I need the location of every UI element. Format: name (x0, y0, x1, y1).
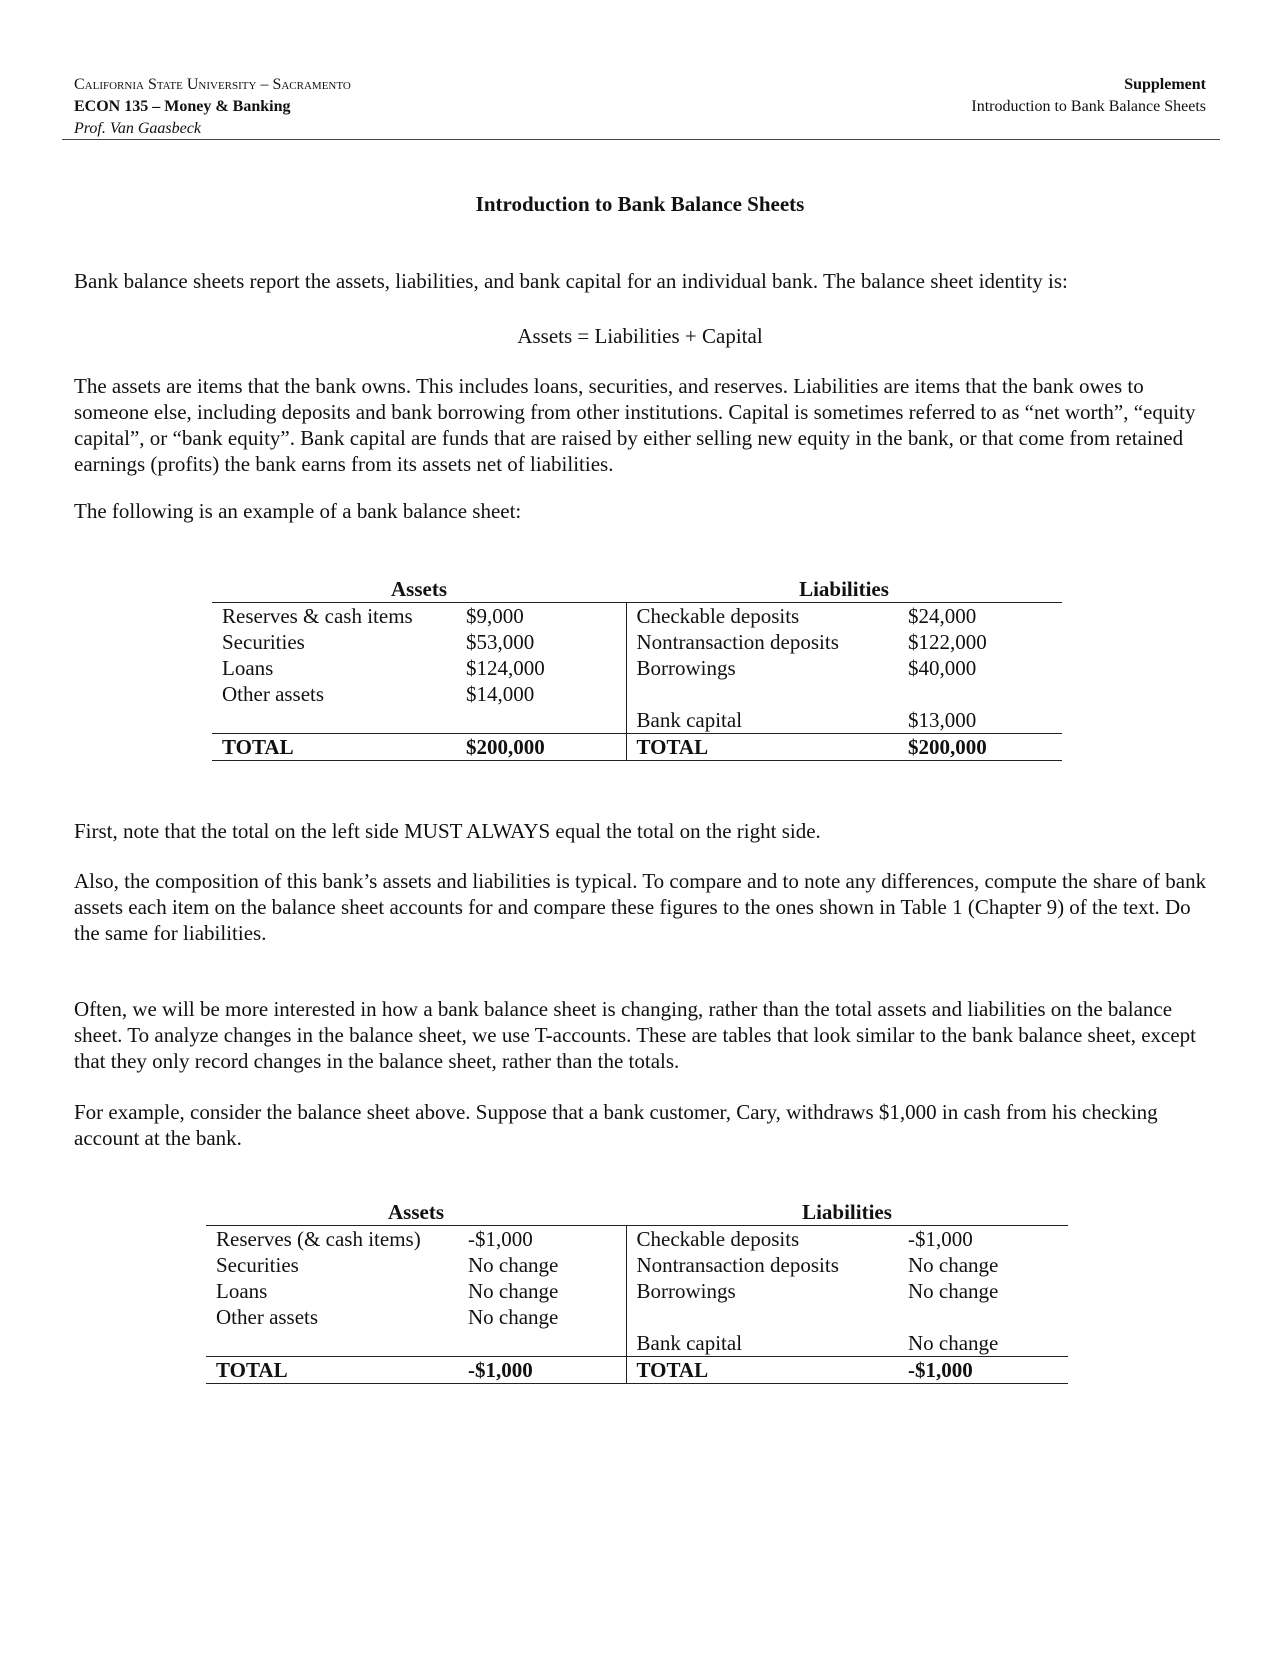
liability-value (898, 1304, 1068, 1330)
university-name: California State University – Sacramento (74, 76, 351, 93)
liabilities-total-value: $200,000 (898, 734, 1062, 761)
asset-label: Loans (222, 656, 274, 680)
page-title: Introduction to Bank Balance Sheets (475, 192, 805, 216)
balance-sheet-table (212, 576, 1062, 761)
liabilities-header: Liabilities (626, 1199, 1068, 1226)
table-header-row (206, 1199, 1068, 1226)
asset-value (458, 1330, 626, 1357)
liability-label: Borrowings (626, 1278, 898, 1304)
course-title: ECON 135 – Money & Banking (74, 98, 291, 115)
liability-label: Nontransaction deposits (626, 629, 898, 655)
asset-label (206, 1330, 458, 1357)
asset-label: Reserves & cash items (222, 604, 413, 628)
liability-label: Bank capital (626, 707, 898, 734)
liability-value: No change (908, 1331, 999, 1355)
assets-total-label: TOTAL (212, 734, 456, 761)
liability-label: Bank capital (626, 1330, 898, 1357)
asset-value: $53,000 (466, 630, 535, 654)
table-header-row (212, 576, 1062, 603)
table-row (212, 603, 1062, 630)
liability-value: -$1,000 (908, 1227, 973, 1251)
totals-note-paragraph: First, note that the total on the left side MUST ALWAYS equal the total on the right side. (74, 819, 821, 843)
liability-label: Borrowings (626, 655, 898, 681)
withdrawal-example-paragraph: For example, consider the balance sheet above. Suppose that a bank customer, Cary, withdraws $1,000 in cash from his checking account at the bank. (74, 1100, 1158, 1150)
t-accounts-paragraph: Often, we will be more interested in how a bank balance sheet is changing, rather than the total assets and liabilities on the balance sheet. To analyze changes in the balance sheet, we use T-accounts. These are tables that look similar to the bank balance sheet, except that they only record changes in the balance sheet, rather than the totals. (74, 997, 1197, 1073)
asset-label: Other assets (216, 1305, 319, 1329)
table-row (206, 1330, 1068, 1357)
supplement-label: Supplement (1124, 76, 1206, 93)
table-row (206, 1226, 1068, 1253)
asset-label (212, 707, 456, 734)
liability-label: Checkable deposits (626, 603, 898, 630)
asset-value: No change (468, 1253, 559, 1277)
table-row (212, 707, 1062, 734)
total-row (206, 1357, 1068, 1384)
asset-label: Reserves (& cash items) (216, 1227, 421, 1251)
liabilities-header: Liabilities (626, 576, 1062, 603)
table-row (206, 1252, 1068, 1278)
liabilities-total-value: -$1,000 (898, 1357, 1068, 1384)
liability-label (626, 1304, 898, 1330)
total-row (212, 734, 1062, 761)
liability-label: Nontransaction deposits (626, 1252, 898, 1278)
assets-total-value: $200,000 (456, 734, 626, 761)
table-row (206, 1278, 1068, 1304)
table-row (206, 1304, 1068, 1330)
asset-value: No change (468, 1279, 559, 1303)
liability-value: $24,000 (908, 604, 977, 628)
composition-paragraph: Also, the composition of this bank’s assets and liabilities is typical. To compare and to note any differences, compute the share of bank assets each item on the balance sheet accounts for and compare these figures to the ones shown in Table 1 (Chapter 9) of the text. Do the same for liabilities. (74, 869, 1207, 945)
liability-value: No change (908, 1253, 999, 1277)
header-divider (62, 139, 1220, 140)
table-row (212, 681, 1062, 707)
assets-header: Assets (206, 1199, 626, 1226)
asset-value: -$1,000 (468, 1227, 533, 1251)
example-intro-paragraph: The following is an example of a bank balance sheet: (74, 499, 522, 523)
liability-value: $13,000 (908, 708, 977, 732)
asset-value: $124,000 (466, 656, 545, 680)
liability-value: $122,000 (908, 630, 987, 654)
asset-value: $14,000 (466, 682, 535, 706)
asset-label: Loans (216, 1279, 268, 1303)
asset-label: Securities (222, 630, 305, 654)
t-account-table (206, 1199, 1068, 1384)
professor-name: Prof. Van Gaasbeck (74, 120, 201, 137)
asset-value (456, 707, 626, 734)
asset-value: $9,000 (466, 604, 524, 628)
asset-value: No change (468, 1305, 559, 1329)
page-header-right (971, 74, 1206, 118)
table-row (212, 629, 1062, 655)
definitions-paragraph: The assets are items that the bank owns. This includes loans, securities, and reserves. Liabilities are items that the bank owes to someone else, including deposits and bank borrowing from other institutions. Capital is sometimes referred to as “net worth”, “equity capital”, or “bank equity”. Bank capital are funds that are raised by either selling new equity in the bank, or that come from retained earnings (profits) the bank earns from its assets net of liabilities. (74, 374, 1196, 476)
supplement-title: Introduction to Bank Balance Sheets (971, 98, 1206, 115)
liability-value: $40,000 (908, 656, 977, 680)
assets-total-label: TOTAL (206, 1357, 458, 1384)
assets-header: Assets (212, 576, 626, 603)
liability-label: Checkable deposits (626, 1226, 898, 1253)
table-row (212, 655, 1062, 681)
liabilities-total-label: TOTAL (626, 734, 898, 761)
balance-sheet-identity: Assets = Liabilities + Capital (517, 324, 763, 348)
intro-paragraph: Bank balance sheets report the assets, liabilities, and bank capital for an individual bank. The balance sheet identity is: (74, 269, 1068, 293)
asset-label: Securities (216, 1253, 299, 1277)
page-header-left (74, 74, 351, 140)
asset-label: Other assets (222, 682, 325, 706)
liabilities-total-label: TOTAL (626, 1357, 898, 1384)
liability-value: No change (908, 1279, 999, 1303)
assets-total-value: -$1,000 (458, 1357, 626, 1384)
liability-label (626, 681, 898, 707)
liability-value (898, 681, 1062, 707)
